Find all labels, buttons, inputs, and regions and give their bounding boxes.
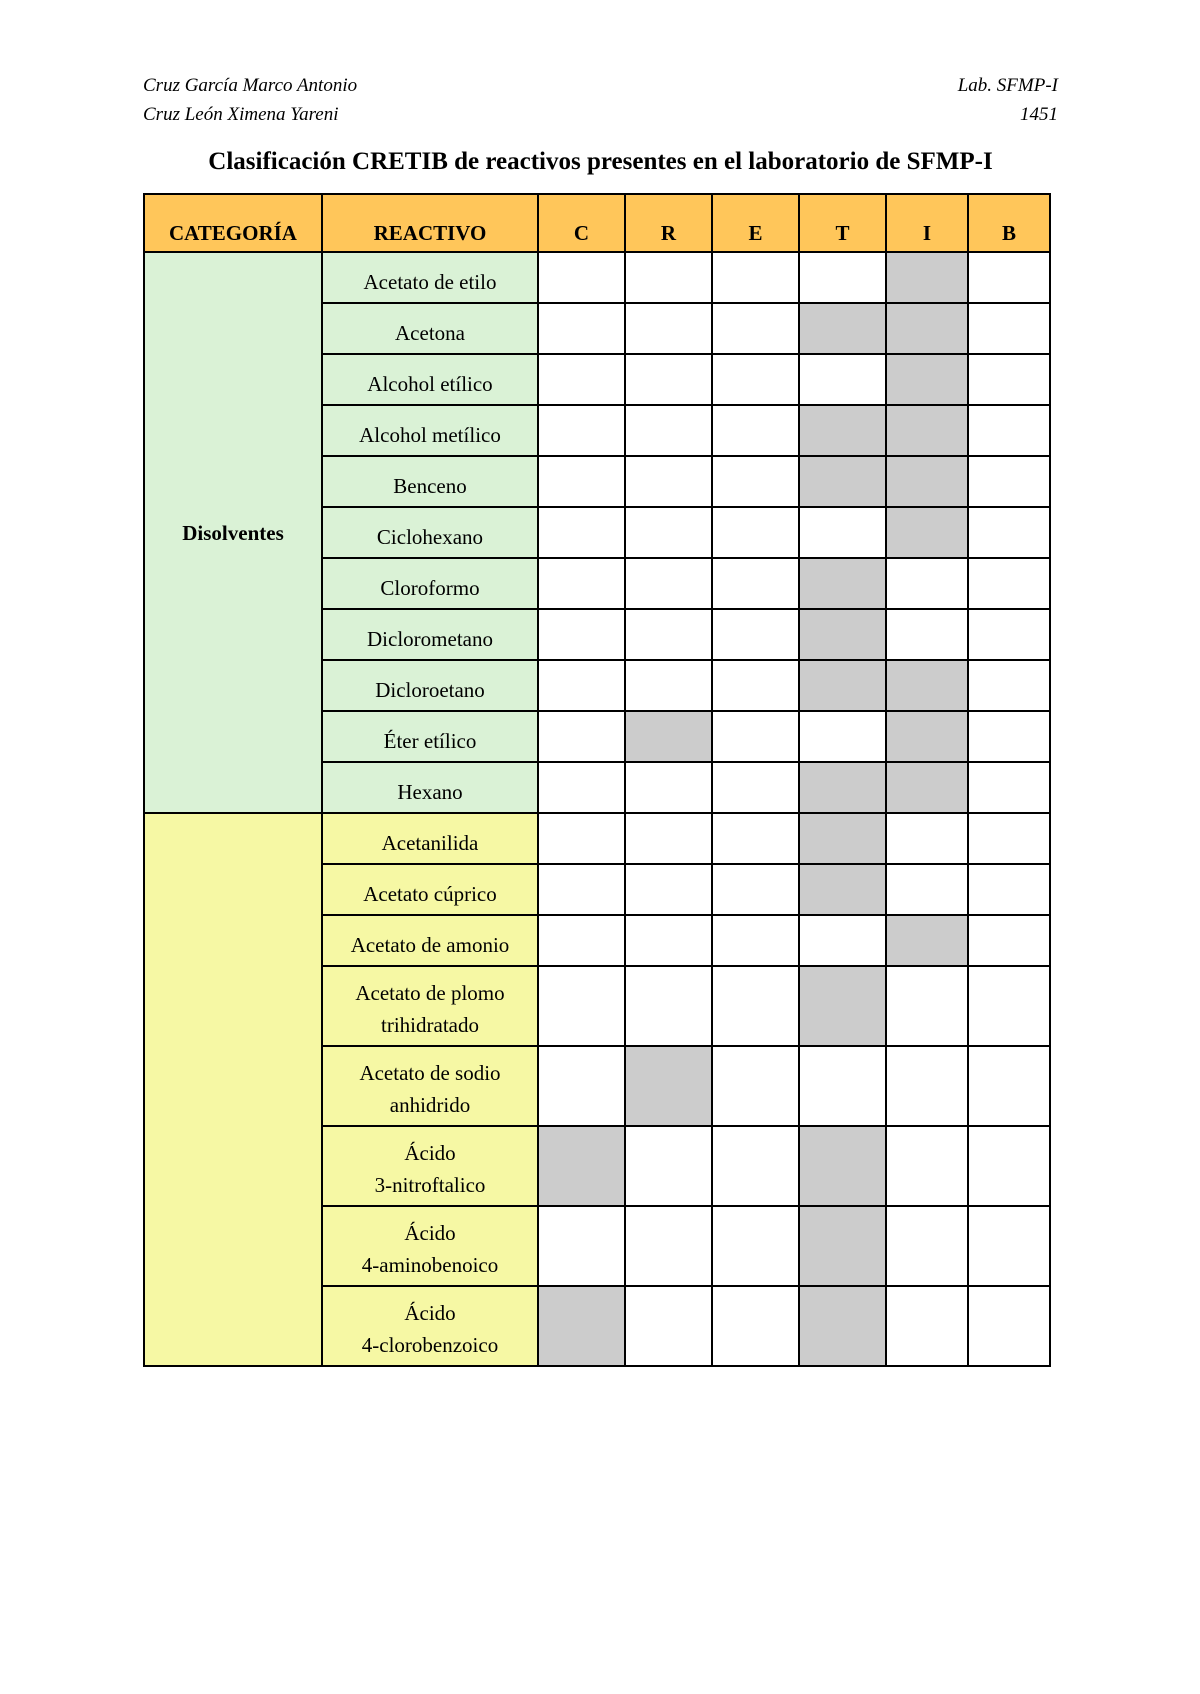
reagent-cell <box>322 507 538 558</box>
reagent-name-line: Diclorometano <box>367 627 493 651</box>
mark-cell-b <box>968 864 1050 915</box>
mark-cell-r <box>625 711 712 762</box>
mark-cell-b <box>968 303 1050 354</box>
mark-cell-i <box>886 1206 968 1286</box>
mark-cell-t <box>799 966 886 1046</box>
mark-cell-r <box>625 354 712 405</box>
author-1: Cruz García Marco Antonio <box>143 75 358 96</box>
mark-cell-c <box>538 507 625 558</box>
reagent-name-line: Acetato cúprico <box>363 882 497 906</box>
mark-cell-t <box>799 762 886 813</box>
mark-cell-t <box>799 813 886 864</box>
reagent-name-line: Acetato de plomo <box>355 981 505 1005</box>
reagent-cell <box>322 1126 538 1206</box>
col-header-r: R <box>625 194 712 252</box>
mark-cell-i <box>886 405 968 456</box>
reagent-name-line: Dicloroetano <box>375 678 485 702</box>
reagent-name-line: Hexano <box>397 780 463 804</box>
mark-cell-c <box>538 558 625 609</box>
reagent-name-line: Acetato de sodio <box>359 1061 501 1085</box>
reagent-name-line: Éter etílico <box>383 729 477 753</box>
mark-cell-c <box>538 864 625 915</box>
mark-cell-t <box>799 354 886 405</box>
mark-cell-b <box>968 660 1050 711</box>
col-header-reagent: REACTIVO <box>322 194 538 252</box>
mark-cell-t <box>799 609 886 660</box>
lab-name: Lab. SFMP-I <box>957 75 1058 96</box>
mark-cell-t <box>799 1206 886 1286</box>
mark-cell-e <box>712 558 799 609</box>
mark-cell-i <box>886 558 968 609</box>
reagent-name-line: Acetanilida <box>381 831 479 855</box>
mark-cell-b <box>968 1126 1050 1206</box>
mark-cell-c <box>538 252 625 303</box>
mark-cell-i <box>886 507 968 558</box>
mark-cell-e <box>712 507 799 558</box>
mark-cell-i <box>886 864 968 915</box>
mark-cell-t <box>799 1046 886 1126</box>
mark-cell-t <box>799 660 886 711</box>
mark-cell-r <box>625 762 712 813</box>
reagent-name-line: Ácido <box>404 1221 456 1245</box>
mark-cell-c <box>538 1286 625 1366</box>
mark-cell-r <box>625 609 712 660</box>
reagent-name-line: Acetato de etilo <box>363 270 497 294</box>
reagent-name-line: Ácido <box>404 1141 456 1165</box>
mark-cell-b <box>968 1206 1050 1286</box>
mark-cell-r <box>625 405 712 456</box>
mark-cell-t <box>799 864 886 915</box>
mark-cell-r <box>625 558 712 609</box>
mark-cell-c <box>538 405 625 456</box>
mark-cell-b <box>968 966 1050 1046</box>
mark-cell-e <box>712 1046 799 1126</box>
mark-cell-r <box>625 660 712 711</box>
page-title: Clasificación CRETIB de reactivos presentes en el laboratorio de SFMP-I <box>208 148 993 175</box>
mark-cell-i <box>886 456 968 507</box>
mark-cell-r <box>625 252 712 303</box>
mark-cell-c <box>538 456 625 507</box>
reagent-cell <box>322 405 538 456</box>
mark-cell-i <box>886 252 968 303</box>
mark-cell-c <box>538 303 625 354</box>
author-block <box>143 75 357 133</box>
reagent-cell <box>322 1046 538 1126</box>
table-row <box>144 813 1050 864</box>
reagent-cell <box>322 813 538 864</box>
mark-cell-b <box>968 354 1050 405</box>
mark-cell-r <box>625 966 712 1046</box>
mark-cell-b <box>968 252 1050 303</box>
reagent-cell <box>322 609 538 660</box>
reagent-name-line: Benceno <box>393 474 467 498</box>
mark-cell-c <box>538 1206 625 1286</box>
mark-cell-e <box>712 762 799 813</box>
mark-cell-i <box>886 762 968 813</box>
mark-cell-i <box>886 660 968 711</box>
mark-cell-i <box>886 966 968 1046</box>
mark-cell-i <box>886 1286 968 1366</box>
mark-cell-b <box>968 405 1050 456</box>
mark-cell-i <box>886 1126 968 1206</box>
reagent-cell <box>322 762 538 813</box>
mark-cell-e <box>712 252 799 303</box>
mark-cell-e <box>712 813 799 864</box>
reagent-cell <box>322 660 538 711</box>
reagent-name-line: Alcohol metílico <box>359 423 501 447</box>
category-cell <box>144 813 322 1366</box>
col-header-c: C <box>538 194 625 252</box>
reagent-cell <box>322 966 538 1046</box>
mark-cell-i <box>886 813 968 864</box>
reagent-name-line: trihidratado <box>381 1013 479 1037</box>
mark-cell-i <box>886 915 968 966</box>
mark-cell-r <box>625 1286 712 1366</box>
mark-cell-e <box>712 354 799 405</box>
mark-cell-r <box>625 813 712 864</box>
mark-cell-t <box>799 711 886 762</box>
mark-cell-b <box>968 1286 1050 1366</box>
reagent-name-line: 4-clorobenzoico <box>361 1333 499 1357</box>
reagent-name-line: Acetona <box>395 321 465 345</box>
mark-cell-b <box>968 456 1050 507</box>
mark-cell-r <box>625 1046 712 1126</box>
reagent-name-line: Ciclohexano <box>376 525 484 549</box>
mark-cell-t <box>799 252 886 303</box>
mark-cell-e <box>712 915 799 966</box>
mark-cell-i <box>886 609 968 660</box>
reagent-name-line: 4-aminobenoico <box>361 1253 499 1277</box>
mark-cell-c <box>538 915 625 966</box>
mark-cell-t <box>799 1126 886 1206</box>
mark-cell-c <box>538 354 625 405</box>
mark-cell-e <box>712 864 799 915</box>
author-2: Cruz León Ximena Yareni <box>143 104 339 125</box>
mark-cell-r <box>625 864 712 915</box>
mark-cell-t <box>799 558 886 609</box>
reagent-cell <box>322 864 538 915</box>
table-row <box>144 252 1050 303</box>
mark-cell-b <box>968 915 1050 966</box>
col-header-category: CATEGORÍA <box>144 194 322 252</box>
mark-cell-r <box>625 456 712 507</box>
mark-cell-t <box>799 303 886 354</box>
reagent-name-line: Alcohol etílico <box>367 372 493 396</box>
mark-cell-t <box>799 507 886 558</box>
mark-cell-e <box>712 711 799 762</box>
mark-cell-b <box>968 813 1050 864</box>
mark-cell-t <box>799 915 886 966</box>
table-body <box>144 252 1050 1366</box>
mark-cell-e <box>712 303 799 354</box>
mark-cell-b <box>968 711 1050 762</box>
mark-cell-b <box>968 1046 1050 1126</box>
reagent-name-line: Cloroformo <box>380 576 480 600</box>
cretib-table <box>143 193 1051 1367</box>
mark-cell-c <box>538 1046 625 1126</box>
reagent-cell <box>322 711 538 762</box>
mark-cell-r <box>625 1126 712 1206</box>
reagent-cell <box>322 915 538 966</box>
mark-cell-r <box>625 303 712 354</box>
col-header-e: E <box>712 194 799 252</box>
reagent-cell <box>322 252 538 303</box>
reagent-name-line: Acetato de amonio <box>350 933 510 957</box>
reagent-cell <box>322 1286 538 1366</box>
col-header-b: B <box>968 194 1050 252</box>
reagent-cell <box>322 354 538 405</box>
mark-cell-b <box>968 507 1050 558</box>
mark-cell-c <box>538 1126 625 1206</box>
mark-cell-c <box>538 762 625 813</box>
category-cell: Disolventes <box>144 252 322 813</box>
col-header-t: T <box>799 194 886 252</box>
mark-cell-r <box>625 915 712 966</box>
lab-block <box>900 75 1058 133</box>
reagent-cell <box>322 456 538 507</box>
reagent-cell <box>322 303 538 354</box>
mark-cell-r <box>625 1206 712 1286</box>
mark-cell-e <box>712 1206 799 1286</box>
mark-cell-b <box>968 558 1050 609</box>
mark-cell-c <box>538 813 625 864</box>
mark-cell-i <box>886 1046 968 1126</box>
reagent-name-line: Ácido <box>404 1301 456 1325</box>
mark-cell-e <box>712 966 799 1046</box>
mark-cell-i <box>886 303 968 354</box>
mark-cell-e <box>712 405 799 456</box>
mark-cell-b <box>968 762 1050 813</box>
mark-cell-c <box>538 660 625 711</box>
table-header-row <box>144 194 1050 252</box>
mark-cell-t <box>799 456 886 507</box>
mark-cell-b <box>968 609 1050 660</box>
mark-cell-e <box>712 1286 799 1366</box>
reagent-cell <box>322 1206 538 1286</box>
mark-cell-e <box>712 456 799 507</box>
group-number: 1451 <box>1020 104 1058 125</box>
col-header-i: I <box>886 194 968 252</box>
reagent-cell <box>322 558 538 609</box>
mark-cell-c <box>538 711 625 762</box>
mark-cell-c <box>538 609 625 660</box>
mark-cell-e <box>712 1126 799 1206</box>
reagent-name-line: anhidrido <box>389 1093 471 1117</box>
mark-cell-r <box>625 507 712 558</box>
mark-cell-e <box>712 609 799 660</box>
mark-cell-i <box>886 354 968 405</box>
mark-cell-e <box>712 660 799 711</box>
mark-cell-i <box>886 711 968 762</box>
mark-cell-c <box>538 966 625 1046</box>
mark-cell-t <box>799 405 886 456</box>
mark-cell-t <box>799 1286 886 1366</box>
reagent-name-line: 3-nitroftalico <box>374 1173 486 1197</box>
